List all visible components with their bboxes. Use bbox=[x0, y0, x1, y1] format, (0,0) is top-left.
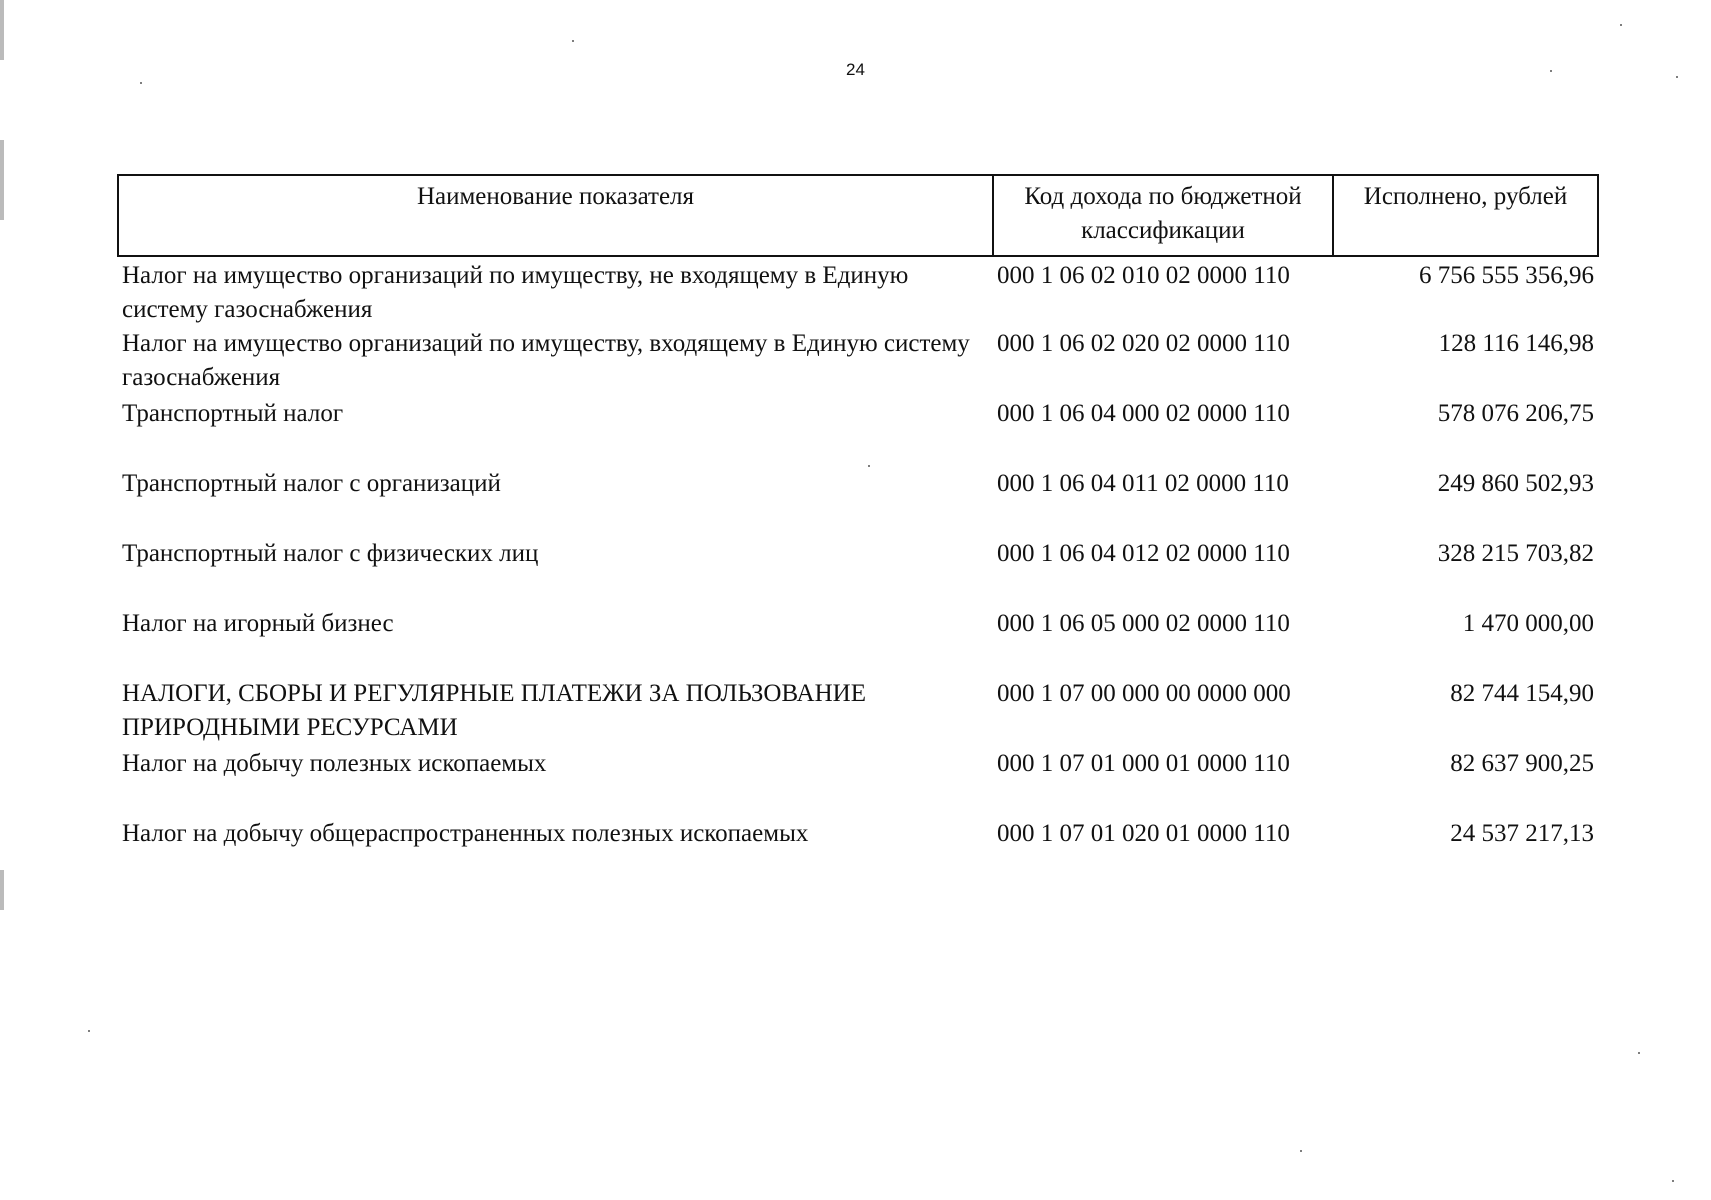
row-executed-amount: 578 076 206,75 bbox=[1437, 400, 1594, 427]
table-row bbox=[118, 256, 1598, 327]
row-executed-amount: 1 470 000,00 bbox=[1462, 610, 1594, 637]
row-executed-amount: 6 756 555 356,96 bbox=[1419, 262, 1594, 289]
table-row bbox=[118, 467, 1598, 537]
scan-speck bbox=[140, 82, 142, 84]
row-revenue-code: 000 1 06 04 012 02 0000 110 bbox=[997, 540, 1290, 567]
row-executed-amount: 82 744 154,90 bbox=[1450, 680, 1594, 707]
row-indicator-name: Налог на имущество организаций по имуществу, входящему в Единую систему газоснабжения bbox=[122, 330, 970, 391]
table-header bbox=[118, 175, 1598, 256]
row-indicator-name: Налог на имущество организаций по имуществу, не входящему в Единую систему газоснабжения bbox=[122, 262, 909, 323]
header-executed-amount: Исполнено, рублей bbox=[1333, 175, 1598, 256]
scan-edge-mark bbox=[0, 0, 4, 60]
row-executed-amount: 128 116 146,98 bbox=[1438, 330, 1594, 357]
row-executed-amount: 24 537 217,13 bbox=[1450, 820, 1594, 847]
table-row bbox=[118, 327, 1598, 397]
scan-speck bbox=[1550, 70, 1552, 72]
header-indicator-name: Наименование показателя bbox=[118, 175, 993, 256]
row-executed-amount: 249 860 502,93 bbox=[1437, 470, 1594, 497]
scan-speck bbox=[88, 1030, 90, 1032]
table-row bbox=[118, 677, 1598, 747]
row-indicator-name: Транспортный налог с организаций bbox=[122, 470, 501, 497]
scan-speck bbox=[1676, 76, 1678, 78]
table-row bbox=[118, 537, 1598, 607]
row-revenue-code: 000 1 07 00 000 00 0000 000 bbox=[997, 680, 1291, 707]
row-revenue-code: 000 1 07 01 000 01 0000 110 bbox=[997, 750, 1290, 777]
row-indicator-name: Транспортный налог bbox=[122, 400, 344, 427]
scan-speck bbox=[1620, 24, 1622, 26]
row-indicator-name: НАЛОГИ, СБОРЫ И РЕГУЛЯРНЫЕ ПЛАТЕЖИ ЗА ПОЛЬЗОВАНИЕ ПРИРОДНЫМИ РЕСУРСАМИ bbox=[122, 680, 866, 741]
table-row bbox=[118, 607, 1598, 677]
revenue-table bbox=[117, 174, 1599, 887]
page-number: 24 bbox=[846, 60, 865, 79]
scan-speck bbox=[1672, 1180, 1674, 1182]
row-executed-amount: 328 215 703,82 bbox=[1437, 540, 1594, 567]
row-indicator-name: Налог на добычу полезных ископаемых bbox=[122, 750, 547, 777]
row-indicator-name: Транспортный налог с физических лиц bbox=[122, 540, 539, 567]
row-revenue-code: 000 1 07 01 020 01 0000 110 bbox=[997, 820, 1290, 847]
row-revenue-code: 000 1 06 04 011 02 0000 110 bbox=[997, 470, 1289, 497]
scan-speck bbox=[572, 40, 574, 42]
scan-speck bbox=[1638, 1052, 1640, 1054]
scan-speck bbox=[1300, 1150, 1302, 1152]
table-row bbox=[118, 817, 1598, 887]
scan-edge-mark bbox=[0, 140, 4, 220]
header-revenue-code: Код дохода по бюджетной классификации bbox=[993, 175, 1333, 256]
row-indicator-name: Налог на игорный бизнес bbox=[122, 610, 394, 637]
row-revenue-code: 000 1 06 05 000 02 0000 110 bbox=[997, 610, 1290, 637]
table-body bbox=[118, 256, 1598, 887]
row-revenue-code: 000 1 06 02 010 02 0000 110 bbox=[997, 262, 1290, 289]
row-indicator-name: Налог на добычу общераспространенных полезных ископаемых bbox=[122, 820, 809, 847]
row-revenue-code: 000 1 06 02 020 02 0000 110 bbox=[997, 330, 1290, 357]
table-row bbox=[118, 397, 1598, 467]
scan-edge-mark bbox=[0, 870, 4, 910]
row-executed-amount: 82 637 900,25 bbox=[1450, 750, 1594, 777]
row-revenue-code: 000 1 06 04 000 02 0000 110 bbox=[997, 400, 1290, 427]
scan-speck bbox=[868, 465, 870, 467]
table-row bbox=[118, 747, 1598, 817]
